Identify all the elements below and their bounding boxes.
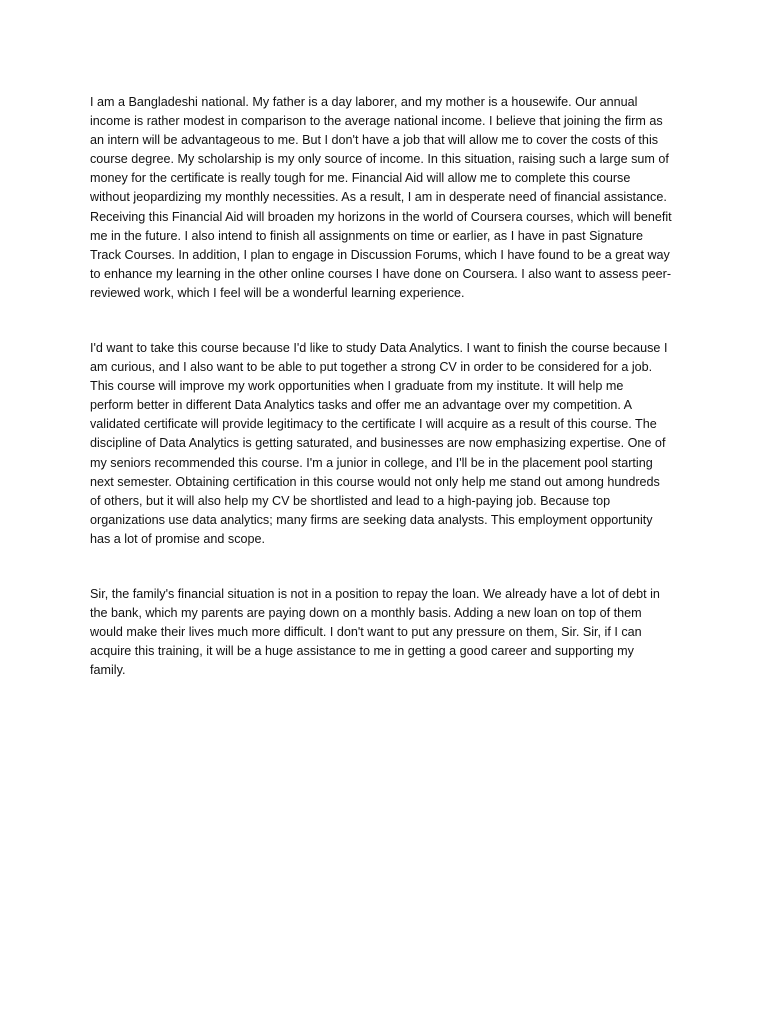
paragraph-loan-situation: [90, 585, 680, 680]
text-line: Receiving this Financial Aid will broaden my horizons in the world of Coursera courses, which will benefit: [90, 209, 672, 224]
text-line: I am a Bangladeshi national. My father is a day laborer, and my mother is a housewife. Our annual: [90, 95, 638, 109]
text-line: validated certificate will provide legitimacy to the certificate I will acquire as a result of this course. The: [90, 417, 657, 432]
text-line: income is rather modest in comparison to the average national income. I believe that joining the firm as: [90, 114, 663, 129]
paragraph-financial-background: [90, 93, 680, 303]
paragraph-course-motivation: [90, 339, 680, 549]
text-line: me in the future. I also intend to finish all assignments on time or earlier, as I have in past Signature: [90, 228, 644, 243]
text-line: has a lot of promise and scope.: [90, 531, 266, 546]
text-line: organizations use data analytics; many firms are seeking data analysts. This employment opportunity: [90, 512, 653, 527]
text-line: the bank, which my parents are paying down on a monthly basis. Adding a new loan on top of them: [90, 606, 642, 621]
text-line: next semester. Obtaining certification in this course would not only help me stand out among hundreds: [90, 474, 660, 489]
text-line: This course will improve my work opportunities when I graduate from my institute. It will help me: [90, 379, 624, 394]
text-line: family.: [90, 663, 126, 678]
text-line: of others, but it will also help my CV be shortlisted and lead to a high-paying job. Because top: [90, 493, 611, 508]
text-line: would make their lives much more difficult. I don't want to put any pressure on them, Sir. Sir, if I can: [90, 625, 642, 640]
text-line: am curious, and I also want to be able to put together a strong CV in order to be considered for a job.: [90, 360, 653, 375]
text-line: discipline of Data Analytics is getting saturated, and businesses are now emphasizing expertise. One of: [90, 436, 666, 451]
text-line: Sir, the family's financial situation is not in a position to repay the loan. We already have a lot of debt in: [90, 587, 660, 601]
text-line: without jeopardizing my monthly necessities. As a result, I am in desperate need of financial assistance.: [90, 190, 667, 205]
text-line: an intern will be advantageous to me. But I don't have a job that will allow me to cover the costs of this: [90, 133, 659, 148]
text-line: course degree. My scholarship is my only source of income. In this situation, raising such a large sum of: [90, 152, 669, 167]
text-line: Track Courses. In addition, I plan to engage in Discussion Forums, which I have found to be a great way: [90, 247, 670, 262]
text-line: to enhance my learning in the other online courses I have done on Coursera. I also want to assess peer-: [90, 266, 672, 281]
text-line: acquire this training, it will be a huge assistance to me in getting a good career and supporting my: [90, 644, 634, 659]
text-line: perform better in different Data Analytics tasks and offer me an advantage over my competition. A: [90, 398, 633, 413]
text-line: reviewed work, which I feel will be a wonderful learning experience.: [90, 285, 465, 300]
text-line: I'd want to take this course because I'd like to study Data Analytics. I want to finish the course because I: [90, 341, 668, 355]
text-line: my seniors recommended this course. I'm a junior in college, and I'll be in the placement pool starting: [90, 455, 653, 470]
text-line: money for the certificate is really tough for me. Financial Aid will allow me to complete this course: [90, 171, 631, 186]
